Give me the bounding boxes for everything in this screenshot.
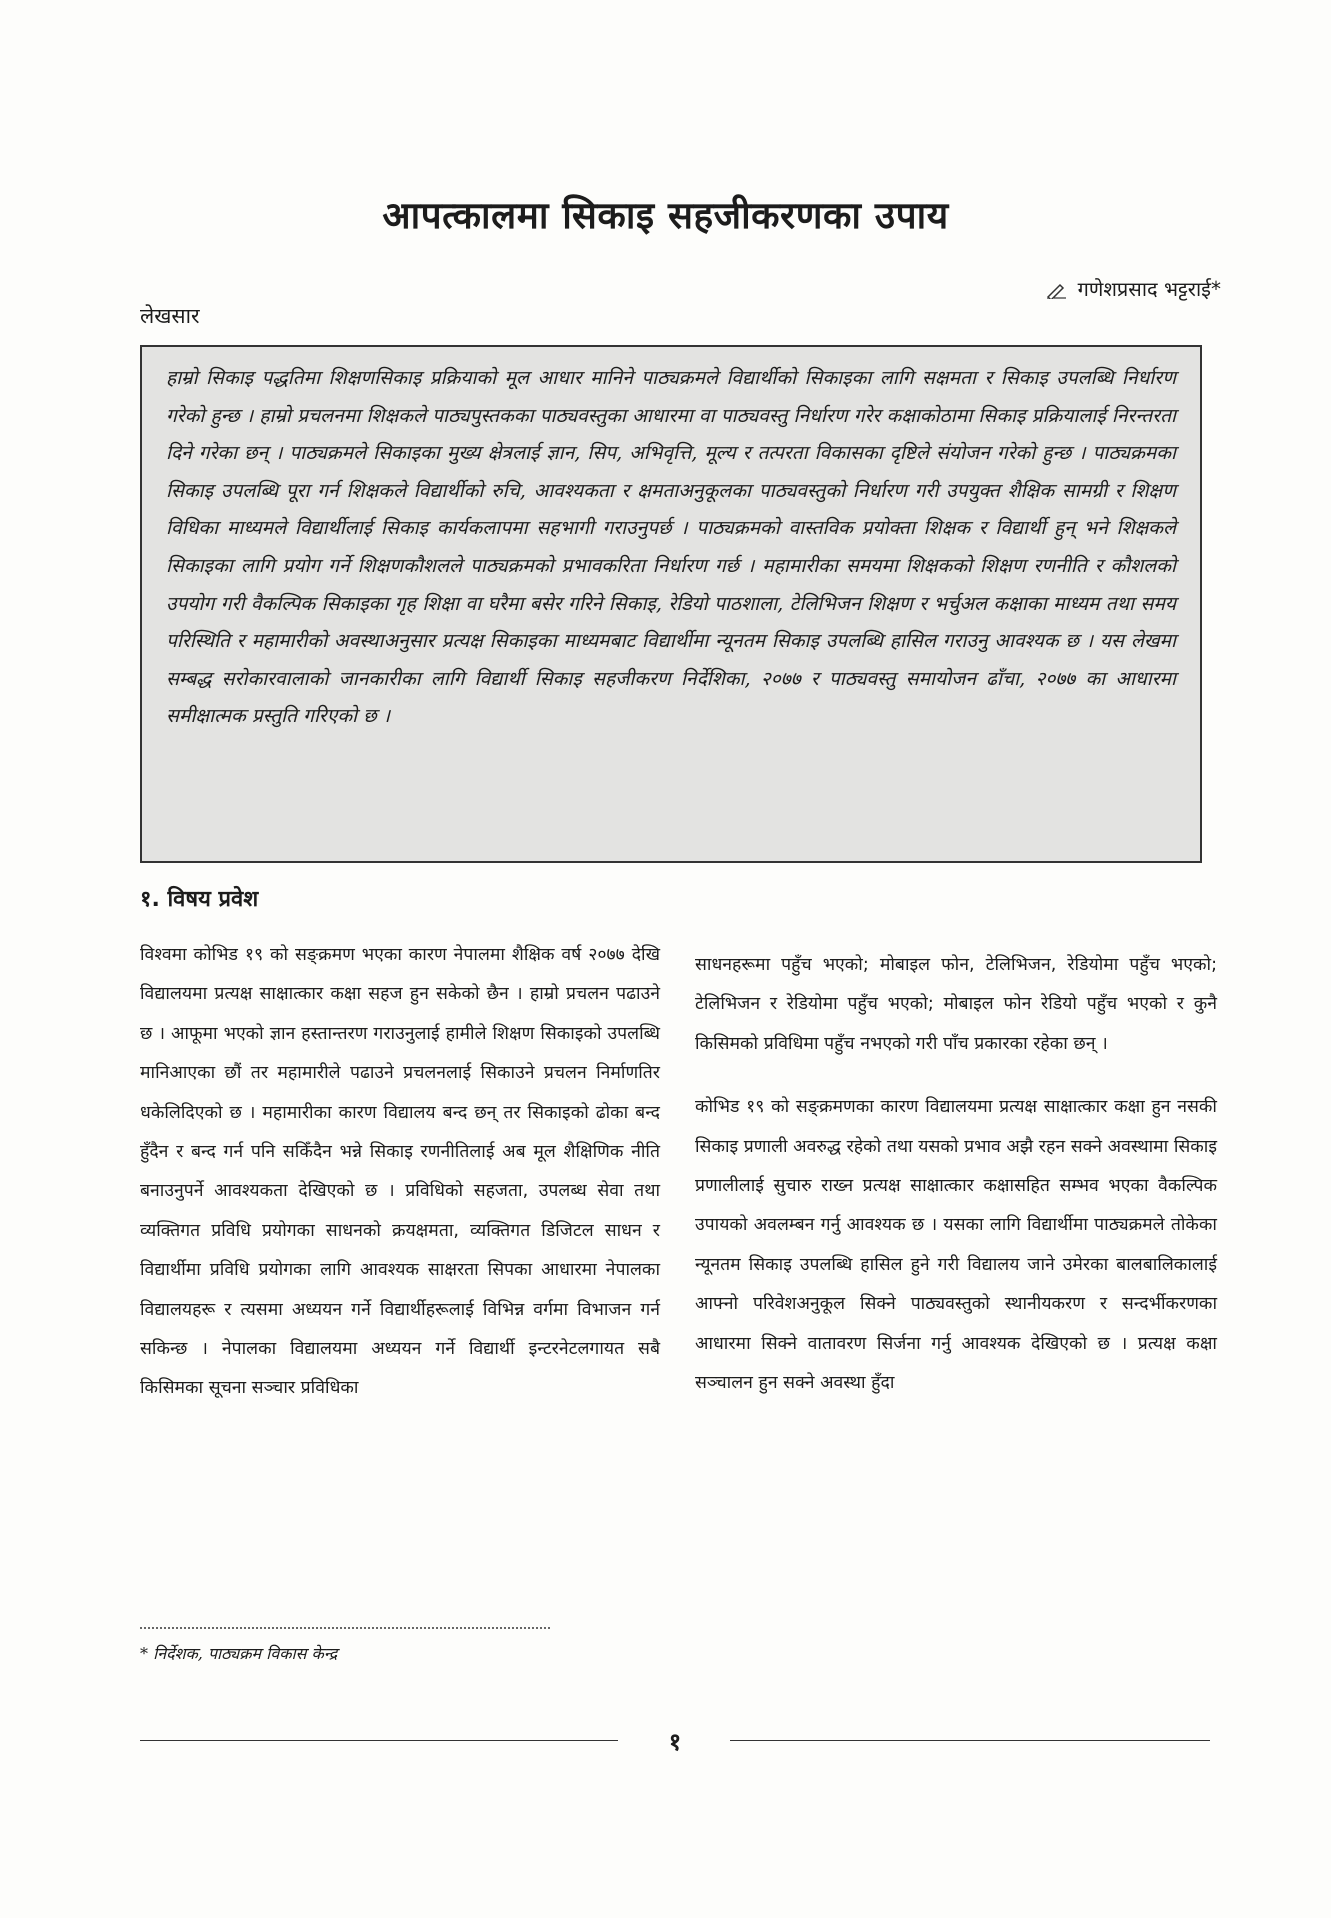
abstract-heading: लेखसार bbox=[140, 304, 200, 328]
right-column bbox=[695, 946, 1217, 1403]
footnote-divider bbox=[140, 1627, 550, 1629]
paragraph: विश्वमा कोभिड १९ को सङ्क्रमण भएका कारण नेपालमा शैक्षिक वर्ष २०७७ देखि विद्यालयमा प्रत्यक्ष साक्षात्कार कक्षा सहज हुन सकेको छैन । हाम्रो प्रचलन पढाउने छ । आफूमा भएको ज्ञान हस्तान्तरण गराउनुलाई हामीले शिक्षण सिकाइको उपलब्धि मानिआएका छौं तर महामारीले पढाउने प्रचलनलाई सिकाउने प्रचलन निर्माणतिर धकेलिदिएको छ । महामारीका कारण विद्यालय बन्द छन् तर सिकाइको ढोका बन्द हुँदैन र बन्द गर्न पनि सकिँदैन भन्ने सिकाइ रणनीतिलाई अब मूल शैक्षिणिक नीति बनाउनुपर्ने आवश्यकता देखिएको छ । प्रविधिको सहजता, उपलब्ध सेवा तथा व्यक्तिगत प्रविधि प्रयोगका साधनको क्रयक्षमता, व्यक्तिगत डिजिटल साधन र विद्यार्थीमा प्रविधि प्रयोगका लागि आवश्यक साक्षरता सिपका आधारमा नेपालका विद्यालयहरू र त्यसमा अध्ययन गर्ने विद्यार्थीहरूलाई विभिन्न वर्गमा विभाजन गर्न सकिन्छ । नेपालका विद्यालयमा अध्ययन गर्ने विद्यार्थी इन्टरनेटलगायत सबै किसिमका सूचना सञ्चार प्रविधिका bbox=[140, 945, 660, 1399]
abstract-text: हाम्रो सिकाइ पद्धतिमा शिक्षणसिकाइ प्रक्रियाको मूल आधार मानिने पाठ्यक्रमले विद्यार्थीको सिकाइका लागि सक्षमता र सिकाइ उपलब्धि निर्धारण गरेको हुन्छ । हाम्रो प्रचलनमा शिक्षकले पाठ्यपुस्तकका पाठ्यवस्तुका आधारमा वा पाठ्यवस्तु निर्धारण गरेर कक्षाकोठामा सिकाइ प्रक्रियालाई निरन्तरता दिने गरेका छन् । पाठ्यक्रमले सिकाइका मुख्य क्षेत्रलाई ज्ञान, सिप, अभिवृत्ति, मूल्य र तत्परता विकासका दृष्टिले संयोजन गरेको हुन्छ । पाठ्यक्रमका सिकाइ उपलब्धि पूरा गर्न शिक्षकले विद्यार्थीको रुचि, आवश्यकता र क्षमताअनुकूलका पाठ्यवस्तुको निर्धारण गरी उपयुक्त शैक्षिक सामग्री र शिक्षण विधिका माध्यमले विद्यार्थीलाई सिकाइ कार्यकलापमा सहभागी गराउनुपर्छ । पाठ्यक्रमको वास्तविक प्रयोक्ता शिक्षक र विद्यार्थी हुन् भने शिक्षकले सिकाइका लागि प्रयोग गर्ने शिक्षणकौशलले पाठ्यक्रमको प्रभावकरिता निर्धारण गर्छ । महामारीका समयमा शिक्षकको शिक्षण रणनीति र कौशलको उपयोग गरी वैकल्पिक सिकाइका गृह शिक्षा वा घरैमा बसेर गरिने सिकाइ, रेडियो पाठशाला, टेलिभिजन शिक्षण र भर्चुअल कक्षाका माध्यम तथा समय परिस्थिति र महामारीको अवस्थाअनुसार प्रत्यक्ष सिकाइका माध्यमबाट विद्यार्थीमा न्यूनतम सिकाइ उपलब्धि हासिल गराउनु आवश्यक छ । यस लेखमा सम्बद्ध सरोकारवालाको जानकारीका लागि विद्यार्थी सिकाइ सहजीकरण निर्देशिका, २०७७ र पाठ्यवस्तु समायोजन ढाँचा, २०७७ का आधारमा समीक्षात्मक प्रस्तुति गरिएको छ । bbox=[166, 366, 1176, 728]
footnote: * निर्देशक, पाठ्यक्रम विकास केन्द्र bbox=[140, 1644, 338, 1663]
paragraph: साधनहरूमा पहुँच भएको; मोबाइल फोन, टेलिभिजन, रेडियोमा पहुँच भएको; टेलिभिजन र रेडियोमा पहुँच भएको; मोबाइल फोन रेडियो पहुँच भएको र कुनै किसिमको प्रविधिमा पहुँच नभएको गरी पाँच प्रकारका रहेका छन् । bbox=[695, 955, 1217, 1054]
footer-rule-right bbox=[730, 1740, 1210, 1741]
author-line bbox=[1046, 275, 1221, 302]
article-title: आपत्कालमा सिकाइ सहजीकरणका उपाय bbox=[382, 194, 949, 237]
paragraph: कोभिड १९ को सङ्क्रमणका कारण विद्यालयमा प्रत्यक्ष साक्षात्कार कक्षा हुन नसकी सिकाइ प्रणाली अवरुद्ध रहेको तथा यसको प्रभाव अझै रहन सक्ने अवस्थामा सिकाइ प्रणालीलाई सुचारु राख्न प्रत्यक्ष साक्षात्कार कक्षासहित सम्भव भएका वैकल्पिक उपायको अवलम्बन गर्नु आवश्यक छ । यसका लागि विद्यार्थीमा पाठ्यक्रमले तोकेका न्यूनतम सिकाइ उपलब्धि हासिल हुने गरी विद्यालय जाने उमेरका बालबालिकालाई आफ्नो परिवेशअनुकूल सिक्ने पाठ्यवस्तुको स्थानीयकरण र सन्दर्भीकरणका आधारमा सिक्ने वातावरण सिर्जना गर्नु आवश्यक देखिएको छ । प्रत्यक्ष कक्षा सञ्चालन हुन सक्ने अवस्था हुँदा bbox=[695, 1097, 1217, 1394]
author-name: गणेशप्रसाद भट्टराई* bbox=[1077, 277, 1221, 301]
footer-rule-left bbox=[140, 1740, 618, 1741]
pen-icon bbox=[1046, 280, 1068, 298]
abstract-box bbox=[140, 345, 1202, 863]
section-heading: १. विषय प्रवेश bbox=[140, 887, 259, 912]
page-number: १ bbox=[668, 1728, 682, 1756]
left-column bbox=[140, 936, 660, 1409]
